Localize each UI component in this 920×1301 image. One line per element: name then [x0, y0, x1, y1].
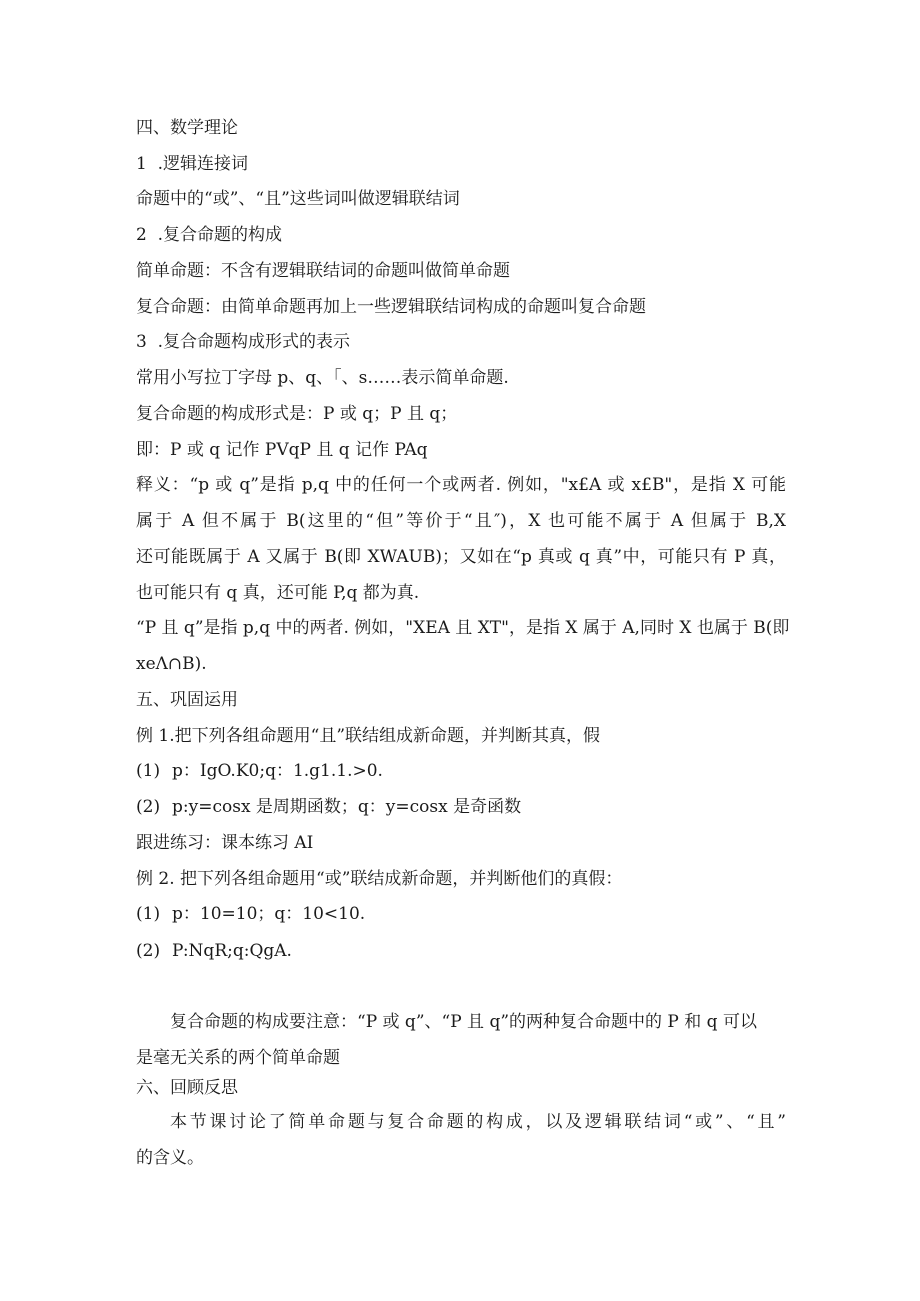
item-number: (2): [136, 797, 161, 817]
item-text: p:y=cosx 是周期函数；q：y=cosx 是奇函数: [172, 797, 522, 817]
example-1-item-1: [136, 760, 786, 782]
review-line-1: 本节课讨论了简单命题与复合命题的构成，以及逻辑联结词“或”、“且”: [170, 1112, 786, 1132]
example-2-item-2: [136, 940, 786, 962]
item-number: (1): [136, 761, 161, 781]
explanation-line-3: 还可能既属于 A 又属于 B(即 XWAUB)；又如在“p 真或 q 真”中，可能只有 P 真，: [136, 547, 786, 567]
subsection-4-1-title: 1 .逻辑连接词: [136, 154, 249, 174]
item-number: (1): [136, 904, 161, 924]
review-line-2: 的含义。: [136, 1148, 204, 1168]
section-6-heading: 六、回顾反思: [136, 1078, 238, 1098]
subsection-4-3-title: 3 .复合命题构成形式的表示: [136, 332, 351, 352]
example-1-title: 例 1.把下列各组命题用“且”联结组成新命题，并判断其真，假: [136, 726, 601, 746]
explanation-line-1: 释义：“p 或 q”是指 p,q 中的任何一个或两者. 例如，"x£A 或 x£B"，是指 X 可能: [136, 475, 786, 495]
explanation-line-2: 属于 A 但不属于 B(这里的“但”等价于“且″)，X 也可能不属于 A 但属于 B,X: [136, 511, 786, 531]
example-2-title: 例 2. 把下列各组命题用“或”联结成新命题，并判断他们的真假：: [136, 869, 623, 889]
notation-line-2: 复合命题的构成形式是：P 或 q；P 且 q；: [136, 404, 458, 424]
simple-proposition-definition: 简单命题：不含有逻辑联结词的命题叫做简单命题: [136, 261, 510, 281]
subsection-4-1-text: 命题中的“或”、“且”这些词叫做逻辑联结词: [136, 189, 460, 209]
and-explanation-line-2: xeΛ∩B).: [136, 654, 207, 674]
example-2-item-1: [136, 903, 786, 925]
notation-line-3: 即：P 或 q 记作 PVqP 且 q 记作 PAq: [136, 440, 428, 460]
item-number: (2): [136, 941, 161, 961]
example-1-item-2: [136, 796, 786, 818]
and-explanation-line-1: “P 且 q”是指 p,q 中的两者. 例如，"XEA 且 XT"，是指 X 属于 A,同时 X 也属于 B(即: [136, 618, 790, 638]
note-line-2: 是毫无关系的两个简单命题: [136, 1048, 340, 1068]
notation-line-1: 常用小写拉丁字母 p、q、「、s……表示简单命题.: [136, 368, 509, 388]
item-text: p：IgO.K0;q：1.g1.1.>0.: [172, 761, 383, 781]
note-line-1: 复合命题的构成要注意：“P 或 q”、“P 且 q”的两种复合命题中的 P 和 q 可以: [170, 1012, 757, 1032]
section-5-heading: 五、巩固运用: [136, 690, 238, 710]
item-text: p：10=10；q：10<10.: [172, 904, 366, 924]
subsection-4-2-title: 2 .复合命题的构成: [136, 225, 283, 245]
explanation-line-4: 也可能只有 q 真，还可能 P,q 都为真.: [136, 583, 420, 603]
follow-up-exercise: 跟进练习：课本练习 AI: [136, 833, 314, 853]
item-text: P:NqR;q:QgA.: [172, 941, 292, 961]
compound-proposition-definition: 复合命题：由简单命题再加上一些逻辑联结词构成的命题叫复合命题: [136, 297, 646, 317]
section-4-heading: 四、数学理论: [136, 118, 238, 138]
